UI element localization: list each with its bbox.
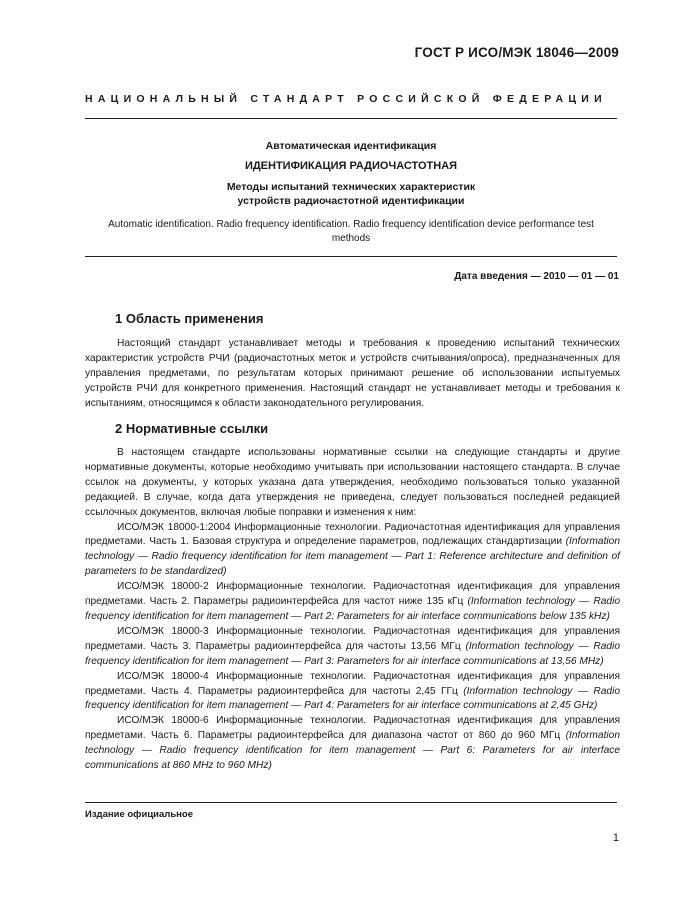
reference-18000-4-en: (Information technology — Radio frequency identification for item management — Part 4: Parameters for air interface communications at 2,45 GHz) [85,685,620,712]
official-edition-label: Издание официальное [85,809,193,820]
reference-18000-6 [85,714,620,774]
reference-18000-2-en: (Information technology — Radio frequency identification for item management — Part 2: Parameters for air interface communications below 135 kHz) [85,596,620,622]
reference-18000-4-ru: ИСО/МЭК 18000-4 Информационные технологии. Радиочастотная идентификация для управления предметами. Часть 4. Параметры радиоинтерфейса для частоты 2,45 ГГц [85,670,620,697]
english-title: Automatic identification. Radio frequency identification. Radio frequency identification device performance test methods [108,219,594,244]
section-1-body [85,337,620,412]
national-standard-title: НАЦИОНАЛЬНЫЙ СТАНДАРТ РОССИЙСКОЙ ФЕДЕРАЦИИ [85,93,607,105]
reference-18000-3-ru: ИСО/МЭК 18000-3 Информационные технологии. Радиочастотная идентификация для управления предметами. Часть 3. Параметры радиоинтерфейса для частоты 13,56 МГц [85,625,620,652]
section-1-paragraph: Настоящий стандарт устанавливает методы и требования к проведению испытаний технических характеристик устройств РЧИ (радиочастотных меток и устройств считывания/опроса), предназначенных для управления предметами, по результатам которых принимают решение об использовании испытуемых устройств РЧИ для конкретного применения. Настоящий стандарт не устанавливает методы и требования к испытаниям, относящимся к области законодательного регулирования. [85,338,620,409]
reference-18000-3-en: (Information technology — Radio frequency identification for item management — Part 3: Parameters for air interface communications at 13,56 MHz) [85,640,620,667]
introduction-date: Дата введения — 2010 — 01 — 01 [454,271,619,282]
title-line-4: устройств радиочастотной идентификации [237,195,465,207]
reference-18000-2 [85,580,620,625]
title-line-3: Методы испытаний технических характеристик [226,181,476,193]
reference-18000-1-ru: ИСО/МЭК 18000-1:2004 Информационные технологии. Радиочастотная идентификация для управления предметами. Часть 1. Базовая структура и определение параметров, подлежащих стандартизации [85,521,620,548]
reference-18000-2-ru: ИСО/МЭК 18000-2 Информационные технологии. Радиочастотная идентификация для управления предметами. Часть 2. Параметры радиоинтерфейса для частот ниже 135 кГц [85,581,620,608]
reference-18000-1 [85,521,620,581]
title-line-1: Автоматическая идентификация [265,140,437,152]
section-2-heading: 2 Нормативные ссылки [115,421,269,436]
reference-18000-6-en: (Information technology — Radio frequency identification for item management — Part 6: Parameters for air interface communications at 860 MHz to 960 MHz) [85,730,620,772]
section-2-body [85,446,620,774]
middle-divider [85,256,617,257]
reference-18000-1-en: (Information technology — Radio frequency identification for item management — Part 1: Reference architecture and definition of parameters to be standardized) [85,536,620,578]
top-divider [85,118,617,119]
title-line-2: ИДЕНТИФИКАЦИЯ РАДИОЧАСТОТНАЯ [244,160,458,172]
reference-18000-4 [85,670,620,715]
page-number: 1 [612,832,619,844]
title-subtitle [85,180,617,208]
section-2-intro-paragraph: В настоящем стандарте использованы нормативные ссылки на следующие стандарты и другие нормативные документы, которые необходимо учитывать при использовании настоящего стандарта. В случае ссылок на документы, у которых указана дата утверждения, необходимо пользоваться только указанной редакцией. В случае, когда дата утверждения не приведена, следует пользоваться последней редакцией ссылочных документов, включая любые поправки и изменения к ним: [85,447,620,518]
reference-18000-6-ru: ИСО/МЭК 18000-6 Информационные технологии. Радиочастотная идентификация для управления предметами. Часть 6. Параметры радиоинтерфейса для диапазона частот от 860 до 960 МГц [85,715,620,742]
section-1-heading: 1 Область применения [115,311,264,326]
footer-divider [85,802,617,803]
standard-number: ГОСТ Р ИСО/МЭК 18046—2009 [414,45,619,60]
reference-18000-3 [85,625,620,670]
